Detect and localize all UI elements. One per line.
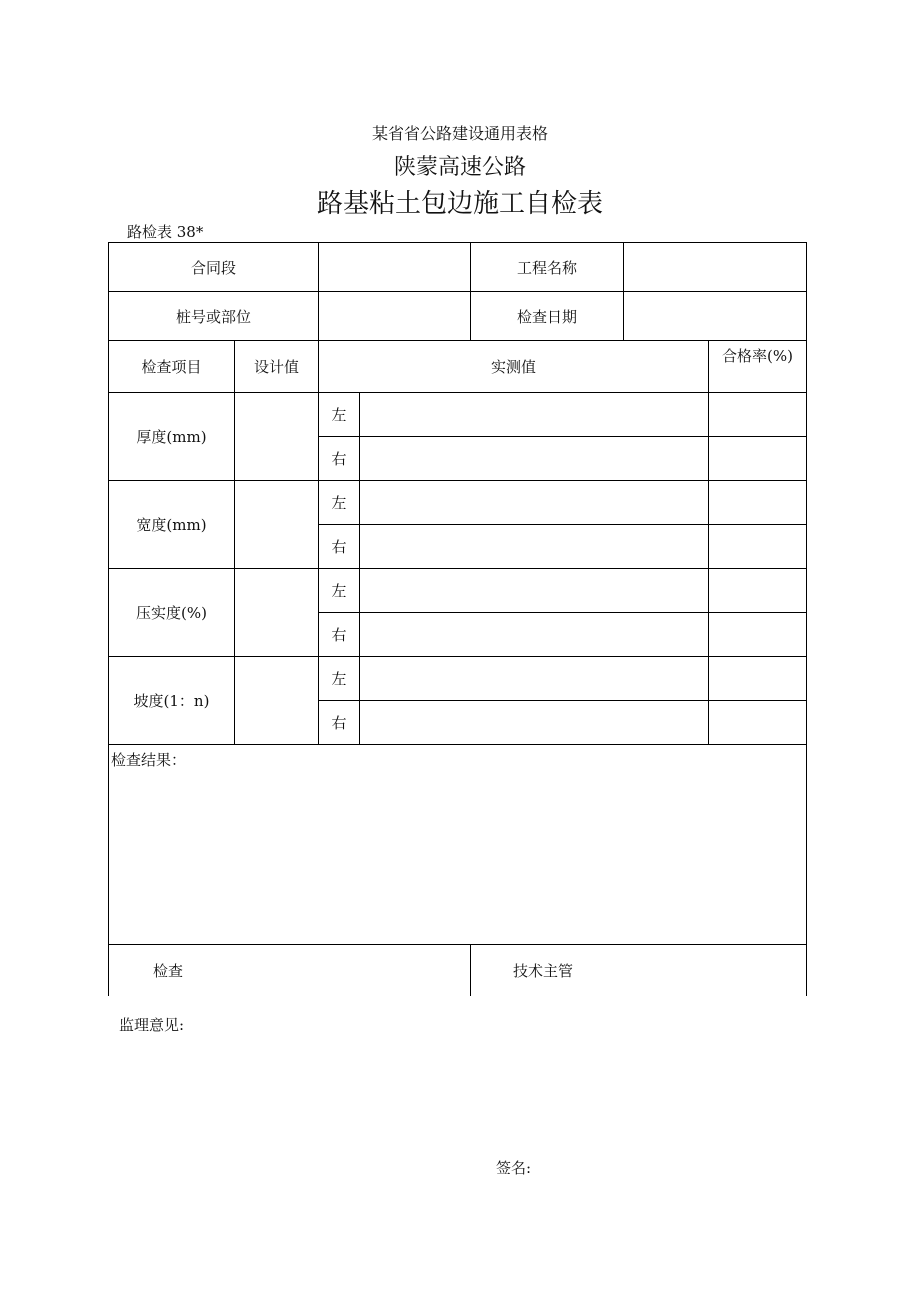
item-compaction-label: 压实度(%)	[109, 569, 235, 657]
inspection-table	[108, 242, 807, 996]
pass-rate-cell[interactable]	[709, 525, 807, 569]
inspection-result-label: 检查结果：	[111, 751, 187, 769]
check-date-value[interactable]	[624, 292, 807, 341]
item-width-design[interactable]	[235, 481, 319, 569]
project-name: 陕蒙高速公路	[393, 155, 526, 180]
measured-cell[interactable]	[360, 525, 709, 569]
tech-manager-label: 技术主管	[513, 961, 574, 980]
side-left-label: 左	[319, 569, 360, 613]
col-item-header: 检查项目	[109, 341, 235, 393]
pass-rate-cell[interactable]	[709, 569, 807, 613]
item-slope-design[interactable]	[235, 657, 319, 745]
supervision-opinion-label: 监理意见:	[119, 1016, 185, 1034]
measured-cell[interactable]	[360, 393, 709, 437]
check-date-label: 检查日期	[471, 292, 624, 341]
tech-manager-sign-cell[interactable]	[471, 945, 807, 996]
inspector-sign-cell[interactable]	[109, 945, 471, 996]
col-pass-rate-header: 合格率(%)	[709, 341, 807, 393]
side-left-label: 左	[319, 481, 360, 525]
measured-cell[interactable]	[360, 657, 709, 701]
pass-rate-cell[interactable]	[709, 437, 807, 481]
measured-cell[interactable]	[360, 437, 709, 481]
item-thickness-label: 厚度(mm)	[109, 393, 235, 481]
side-right-label: 右	[319, 437, 360, 481]
side-right-label: 右	[319, 525, 360, 569]
page-title: 路基粘土包边施工自检表	[316, 189, 603, 219]
project-name-label: 工程名称	[471, 243, 624, 292]
col-design-header: 设计值	[235, 341, 319, 393]
pass-rate-cell[interactable]	[709, 657, 807, 701]
pass-rate-cell[interactable]	[709, 481, 807, 525]
side-left-label: 左	[319, 393, 360, 437]
side-right-label: 右	[319, 701, 360, 745]
inspection-result-area[interactable]	[109, 745, 807, 945]
station-value[interactable]	[319, 292, 471, 341]
form-org-header: 某省省公路建设通用表格	[371, 124, 548, 143]
item-width-label: 宽度(mm)	[109, 481, 235, 569]
side-right-label: 右	[319, 613, 360, 657]
pass-rate-cell[interactable]	[709, 393, 807, 437]
contract-label: 合同段	[109, 243, 319, 292]
contract-value[interactable]	[319, 243, 471, 292]
signature-label: 签名:	[496, 1159, 532, 1177]
side-left-label: 左	[319, 657, 360, 701]
col-measured-header: 实测值	[319, 341, 709, 393]
item-thickness-design[interactable]	[235, 393, 319, 481]
form-number: 路检表 38*	[127, 223, 204, 241]
item-slope-label: 坡度(1：n)	[109, 657, 235, 745]
measured-cell[interactable]	[360, 569, 709, 613]
station-label: 桩号或部位	[109, 292, 319, 341]
inspector-label: 检查	[153, 961, 184, 980]
project-name-value[interactable]	[624, 243, 807, 292]
measured-cell[interactable]	[360, 613, 709, 657]
measured-cell[interactable]	[360, 481, 709, 525]
item-compaction-design[interactable]	[235, 569, 319, 657]
pass-rate-cell[interactable]	[709, 701, 807, 745]
pass-rate-cell[interactable]	[709, 613, 807, 657]
measured-cell[interactable]	[360, 701, 709, 745]
